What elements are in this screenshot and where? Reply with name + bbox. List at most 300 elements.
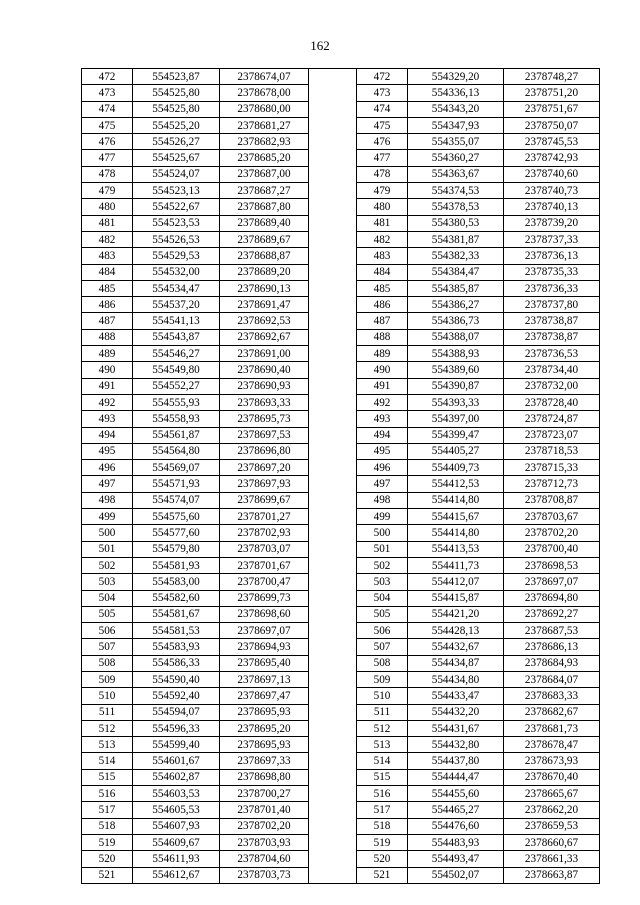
right-x-coordinate-cell: 554343,20 [408,101,504,117]
right-x-coordinate-cell: 554414,80 [408,525,504,541]
right-y-coordinate-cell: 2378681,73 [504,720,600,736]
right-point-number-cell: 512 [357,720,408,736]
left-point-number-cell: 501 [82,541,133,557]
right-x-coordinate-cell: 554455,60 [408,786,504,802]
left-x-coordinate-cell: 554582,60 [133,590,220,606]
right-point-number-cell: 476 [357,134,408,150]
table-row [82,606,600,622]
right-y-coordinate-cell: 2378673,93 [504,753,600,769]
right-point-number-cell: 488 [357,329,408,345]
right-point-number-cell: 500 [357,525,408,541]
left-y-coordinate-cell: 2378697,13 [220,671,309,687]
left-point-number-cell: 485 [82,280,133,296]
column-gap-cell [309,509,357,525]
right-y-coordinate-cell: 2378712,73 [504,476,600,492]
column-gap-cell [309,590,357,606]
column-gap-cell [309,166,357,182]
column-gap-cell [309,280,357,296]
left-x-coordinate-cell: 554523,87 [133,69,220,85]
right-point-number-cell: 509 [357,671,408,687]
table-row [82,248,600,264]
left-point-number-cell: 513 [82,737,133,753]
column-gap-cell [309,101,357,117]
table-row [82,85,600,101]
table-row [82,802,600,818]
column-gap-cell [309,688,357,704]
right-y-coordinate-cell: 2378697,07 [504,574,600,590]
right-y-coordinate-cell: 2378708,87 [504,492,600,508]
left-y-coordinate-cell: 2378689,40 [220,215,309,231]
left-x-coordinate-cell: 554601,67 [133,753,220,769]
right-x-coordinate-cell: 554465,27 [408,802,504,818]
column-gap-cell [309,394,357,410]
left-point-number-cell: 500 [82,525,133,541]
left-point-number-cell: 505 [82,606,133,622]
table-row [82,655,600,671]
left-y-coordinate-cell: 2378690,93 [220,378,309,394]
right-y-coordinate-cell: 2378740,73 [504,183,600,199]
right-x-coordinate-cell: 554444,47 [408,769,504,785]
right-y-coordinate-cell: 2378740,60 [504,166,600,182]
right-point-number-cell: 506 [357,623,408,639]
right-x-coordinate-cell: 554412,53 [408,476,504,492]
left-x-coordinate-cell: 554612,67 [133,867,220,883]
column-gap-cell [309,264,357,280]
left-x-coordinate-cell: 554583,00 [133,574,220,590]
right-point-number-cell: 473 [357,85,408,101]
column-gap-cell [309,541,357,557]
column-gap-cell [309,753,357,769]
table-row [82,509,600,525]
left-point-number-cell: 516 [82,786,133,802]
right-point-number-cell: 514 [357,753,408,769]
left-point-number-cell: 502 [82,557,133,573]
right-y-coordinate-cell: 2378678,47 [504,737,600,753]
table-row [82,69,600,85]
column-gap-cell [309,69,357,85]
left-y-coordinate-cell: 2378694,93 [220,639,309,655]
column-gap-cell [309,851,357,867]
right-x-coordinate-cell: 554421,20 [408,606,504,622]
right-x-coordinate-cell: 554399,47 [408,427,504,443]
left-y-coordinate-cell: 2378688,87 [220,248,309,264]
right-y-coordinate-cell: 2378739,20 [504,215,600,231]
right-x-coordinate-cell: 554355,07 [408,134,504,150]
left-x-coordinate-cell: 554549,80 [133,362,220,378]
left-point-number-cell: 489 [82,346,133,362]
table-row [82,460,600,476]
left-y-coordinate-cell: 2378691,47 [220,297,309,313]
right-point-number-cell: 501 [357,541,408,557]
table-row [82,297,600,313]
right-x-coordinate-cell: 554381,87 [408,231,504,247]
right-x-coordinate-cell: 554411,73 [408,557,504,573]
column-gap-cell [309,639,357,655]
left-y-coordinate-cell: 2378680,00 [220,101,309,117]
right-point-number-cell: 504 [357,590,408,606]
right-x-coordinate-cell: 554382,33 [408,248,504,264]
left-x-coordinate-cell: 554577,60 [133,525,220,541]
right-y-coordinate-cell: 2378687,53 [504,623,600,639]
left-point-number-cell: 483 [82,248,133,264]
left-point-number-cell: 473 [82,85,133,101]
left-y-coordinate-cell: 2378703,73 [220,867,309,883]
table-row [82,476,600,492]
left-point-number-cell: 521 [82,867,133,883]
left-y-coordinate-cell: 2378681,27 [220,117,309,133]
left-y-coordinate-cell: 2378685,20 [220,150,309,166]
right-point-number-cell: 508 [357,655,408,671]
left-x-coordinate-cell: 554574,07 [133,492,220,508]
right-x-coordinate-cell: 554363,67 [408,166,504,182]
left-x-coordinate-cell: 554581,67 [133,606,220,622]
left-y-coordinate-cell: 2378697,47 [220,688,309,704]
left-x-coordinate-cell: 554525,80 [133,85,220,101]
left-x-coordinate-cell: 554546,27 [133,346,220,362]
right-y-coordinate-cell: 2378738,87 [504,329,600,345]
right-y-coordinate-cell: 2378670,40 [504,769,600,785]
right-x-coordinate-cell: 554388,07 [408,329,504,345]
right-x-coordinate-cell: 554386,73 [408,313,504,329]
right-x-coordinate-cell: 554409,73 [408,460,504,476]
left-point-number-cell: 484 [82,264,133,280]
left-y-coordinate-cell: 2378701,67 [220,557,309,573]
left-point-number-cell: 482 [82,231,133,247]
right-x-coordinate-cell: 554431,67 [408,720,504,736]
column-gap-cell [309,362,357,378]
right-y-coordinate-cell: 2378740,13 [504,199,600,215]
right-y-coordinate-cell: 2378694,80 [504,590,600,606]
left-x-coordinate-cell: 554569,07 [133,460,220,476]
column-gap-cell [309,557,357,573]
right-point-number-cell: 486 [357,297,408,313]
right-y-coordinate-cell: 2378718,53 [504,443,600,459]
column-gap-cell [309,215,357,231]
right-y-coordinate-cell: 2378692,27 [504,606,600,622]
table-row [82,313,600,329]
left-point-number-cell: 486 [82,297,133,313]
right-x-coordinate-cell: 554388,93 [408,346,504,362]
left-point-number-cell: 475 [82,117,133,133]
left-y-coordinate-cell: 2378695,73 [220,411,309,427]
left-x-coordinate-cell: 554605,53 [133,802,220,818]
column-gap-cell [309,671,357,687]
left-x-coordinate-cell: 554529,53 [133,248,220,264]
left-y-coordinate-cell: 2378682,93 [220,134,309,150]
column-gap-cell [309,231,357,247]
right-point-number-cell: 477 [357,150,408,166]
table-row [82,688,600,704]
left-point-number-cell: 492 [82,394,133,410]
right-point-number-cell: 518 [357,818,408,834]
right-x-coordinate-cell: 554389,60 [408,362,504,378]
left-x-coordinate-cell: 554561,87 [133,427,220,443]
left-point-number-cell: 499 [82,509,133,525]
left-y-coordinate-cell: 2378704,60 [220,851,309,867]
left-point-number-cell: 504 [82,590,133,606]
column-gap-cell [309,443,357,459]
coordinates-table [81,68,600,884]
right-x-coordinate-cell: 554412,07 [408,574,504,590]
left-x-coordinate-cell: 554526,27 [133,134,220,150]
left-point-number-cell: 520 [82,851,133,867]
left-y-coordinate-cell: 2378703,07 [220,541,309,557]
left-point-number-cell: 472 [82,69,133,85]
left-y-coordinate-cell: 2378695,93 [220,704,309,720]
right-x-coordinate-cell: 554434,87 [408,655,504,671]
left-y-coordinate-cell: 2378695,20 [220,720,309,736]
left-point-number-cell: 507 [82,639,133,655]
left-point-number-cell: 478 [82,166,133,182]
left-y-coordinate-cell: 2378696,80 [220,443,309,459]
column-gap-cell [309,704,357,720]
column-gap-cell [309,655,357,671]
right-x-coordinate-cell: 554386,27 [408,297,504,313]
left-point-number-cell: 474 [82,101,133,117]
left-x-coordinate-cell: 554552,27 [133,378,220,394]
right-y-coordinate-cell: 2378728,40 [504,394,600,410]
right-point-number-cell: 494 [357,427,408,443]
right-point-number-cell: 482 [357,231,408,247]
left-x-coordinate-cell: 554583,93 [133,639,220,655]
table-row [82,769,600,785]
column-gap-cell [309,867,357,883]
table-row [82,737,600,753]
left-x-coordinate-cell: 554609,67 [133,834,220,850]
column-gap-cell [309,150,357,166]
right-point-number-cell: 485 [357,280,408,296]
left-x-coordinate-cell: 554581,93 [133,557,220,573]
right-point-number-cell: 472 [357,69,408,85]
column-gap-cell [309,313,357,329]
right-y-coordinate-cell: 2378751,20 [504,85,600,101]
right-x-coordinate-cell: 554415,87 [408,590,504,606]
left-point-number-cell: 487 [82,313,133,329]
left-y-coordinate-cell: 2378692,53 [220,313,309,329]
left-x-coordinate-cell: 554564,80 [133,443,220,459]
right-y-coordinate-cell: 2378684,07 [504,671,600,687]
table-row [82,753,600,769]
left-y-coordinate-cell: 2378678,00 [220,85,309,101]
right-point-number-cell: 487 [357,313,408,329]
table-row [82,199,600,215]
left-y-coordinate-cell: 2378703,93 [220,834,309,850]
column-gap-cell [309,134,357,150]
right-x-coordinate-cell: 554432,67 [408,639,504,655]
column-gap-cell [309,248,357,264]
table-row [82,117,600,133]
left-y-coordinate-cell: 2378690,13 [220,280,309,296]
left-x-coordinate-cell: 554586,33 [133,655,220,671]
table-row [82,443,600,459]
left-x-coordinate-cell: 554575,60 [133,509,220,525]
left-x-coordinate-cell: 554532,00 [133,264,220,280]
right-point-number-cell: 503 [357,574,408,590]
left-x-coordinate-cell: 554543,87 [133,329,220,345]
column-gap-cell [309,574,357,590]
left-point-number-cell: 481 [82,215,133,231]
left-y-coordinate-cell: 2378697,07 [220,623,309,639]
right-x-coordinate-cell: 554380,53 [408,215,504,231]
column-gap-cell [309,720,357,736]
right-point-number-cell: 516 [357,786,408,802]
left-x-coordinate-cell: 554596,33 [133,720,220,736]
left-y-coordinate-cell: 2378695,93 [220,737,309,753]
left-x-coordinate-cell: 554541,13 [133,313,220,329]
column-gap-cell [309,117,357,133]
right-y-coordinate-cell: 2378660,67 [504,834,600,850]
right-point-number-cell: 521 [357,867,408,883]
left-x-coordinate-cell: 554592,40 [133,688,220,704]
left-x-coordinate-cell: 554603,53 [133,786,220,802]
right-y-coordinate-cell: 2378702,20 [504,525,600,541]
left-x-coordinate-cell: 554581,53 [133,623,220,639]
left-point-number-cell: 512 [82,720,133,736]
left-x-coordinate-cell: 554607,93 [133,818,220,834]
left-point-number-cell: 493 [82,411,133,427]
table-row [82,231,600,247]
table-row [82,346,600,362]
left-y-coordinate-cell: 2378687,00 [220,166,309,182]
right-y-coordinate-cell: 2378698,53 [504,557,600,573]
right-x-coordinate-cell: 554378,53 [408,199,504,215]
right-point-number-cell: 481 [357,215,408,231]
table-row [82,557,600,573]
right-point-number-cell: 499 [357,509,408,525]
right-x-coordinate-cell: 554432,80 [408,737,504,753]
left-x-coordinate-cell: 554558,93 [133,411,220,427]
left-y-coordinate-cell: 2378701,40 [220,802,309,818]
right-point-number-cell: 480 [357,199,408,215]
right-y-coordinate-cell: 2378736,53 [504,346,600,362]
left-x-coordinate-cell: 554523,53 [133,215,220,231]
right-x-coordinate-cell: 554360,27 [408,150,504,166]
left-y-coordinate-cell: 2378698,80 [220,769,309,785]
right-point-number-cell: 475 [357,117,408,133]
left-point-number-cell: 480 [82,199,133,215]
right-point-number-cell: 502 [357,557,408,573]
left-point-number-cell: 497 [82,476,133,492]
left-y-coordinate-cell: 2378689,67 [220,231,309,247]
table-row [82,362,600,378]
right-y-coordinate-cell: 2378662,20 [504,802,600,818]
left-point-number-cell: 509 [82,671,133,687]
left-x-coordinate-cell: 554525,67 [133,150,220,166]
right-x-coordinate-cell: 554347,93 [408,117,504,133]
right-y-coordinate-cell: 2378734,40 [504,362,600,378]
left-x-coordinate-cell: 554525,80 [133,101,220,117]
table-row [82,623,600,639]
right-point-number-cell: 511 [357,704,408,720]
column-gap-cell [309,329,357,345]
left-x-coordinate-cell: 554579,80 [133,541,220,557]
column-gap-cell [309,460,357,476]
right-y-coordinate-cell: 2378684,93 [504,655,600,671]
left-y-coordinate-cell: 2378687,80 [220,199,309,215]
right-x-coordinate-cell: 554433,47 [408,688,504,704]
left-x-coordinate-cell: 554571,93 [133,476,220,492]
table-row [82,492,600,508]
table-row [82,525,600,541]
left-point-number-cell: 494 [82,427,133,443]
left-point-number-cell: 514 [82,753,133,769]
table-row [82,590,600,606]
left-y-coordinate-cell: 2378697,33 [220,753,309,769]
right-y-coordinate-cell: 2378736,13 [504,248,600,264]
right-x-coordinate-cell: 554393,33 [408,394,504,410]
left-x-coordinate-cell: 554555,93 [133,394,220,410]
left-x-coordinate-cell: 554602,87 [133,769,220,785]
column-gap-cell [309,606,357,622]
left-x-coordinate-cell: 554534,47 [133,280,220,296]
left-point-number-cell: 496 [82,460,133,476]
right-x-coordinate-cell: 554384,47 [408,264,504,280]
column-gap-cell [309,623,357,639]
right-y-coordinate-cell: 2378682,67 [504,704,600,720]
page-number: 162 [310,38,330,53]
left-x-coordinate-cell: 554590,40 [133,671,220,687]
left-point-number-cell: 495 [82,443,133,459]
right-x-coordinate-cell: 554413,53 [408,541,504,557]
table-row [82,786,600,802]
left-point-number-cell: 519 [82,834,133,850]
table-row [82,183,600,199]
table-row [82,264,600,280]
table-row [82,671,600,687]
left-y-coordinate-cell: 2378697,93 [220,476,309,492]
table-row [82,411,600,427]
right-y-coordinate-cell: 2378686,13 [504,639,600,655]
right-x-coordinate-cell: 554476,60 [408,818,504,834]
right-y-coordinate-cell: 2378663,87 [504,867,600,883]
right-point-number-cell: 507 [357,639,408,655]
table-row [82,101,600,117]
table-row [82,166,600,182]
right-y-coordinate-cell: 2378661,33 [504,851,600,867]
right-point-number-cell: 515 [357,769,408,785]
right-x-coordinate-cell: 554374,53 [408,183,504,199]
table-row [82,150,600,166]
right-y-coordinate-cell: 2378742,93 [504,150,600,166]
left-point-number-cell: 508 [82,655,133,671]
table-row [82,215,600,231]
left-x-coordinate-cell: 554525,20 [133,117,220,133]
left-y-coordinate-cell: 2378702,20 [220,818,309,834]
table-row [82,378,600,394]
table-row [82,541,600,557]
left-point-number-cell: 511 [82,704,133,720]
table-row [82,427,600,443]
column-gap-cell [309,769,357,785]
right-y-coordinate-cell: 2378735,33 [504,264,600,280]
table-row [82,280,600,296]
left-y-coordinate-cell: 2378690,40 [220,362,309,378]
left-y-coordinate-cell: 2378689,20 [220,264,309,280]
left-point-number-cell: 490 [82,362,133,378]
right-point-number-cell: 505 [357,606,408,622]
left-x-coordinate-cell: 554524,07 [133,166,220,182]
table-row [82,329,600,345]
left-point-number-cell: 517 [82,802,133,818]
right-y-coordinate-cell: 2378659,53 [504,818,600,834]
right-point-number-cell: 519 [357,834,408,850]
right-y-coordinate-cell: 2378750,07 [504,117,600,133]
left-y-coordinate-cell: 2378701,27 [220,509,309,525]
right-y-coordinate-cell: 2378683,33 [504,688,600,704]
left-y-coordinate-cell: 2378698,60 [220,606,309,622]
column-gap-cell [309,199,357,215]
column-gap-cell [309,737,357,753]
